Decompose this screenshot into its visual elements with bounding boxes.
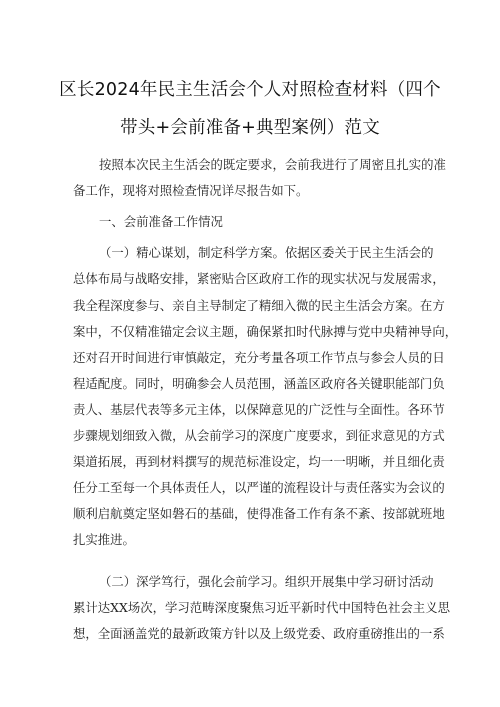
paragraph-1-line-2: 总体布局与战略安排，紧密贴合区政府工作的现实状况与发展需求，: [73, 271, 445, 286]
paragraph-1-line-12: 扎实推进。: [73, 532, 135, 547]
paragraph-1-line-7: 责人、基层代表等多元主体，以保障意见的广泛性与全面性。各环节: [73, 402, 445, 417]
paragraph-1-line-11: 顺利启航奠定坚如磐石的基础，使得准备工作有条不紊、按部就班地: [73, 506, 445, 521]
paragraph-1-line-3: 我全程深度参与、亲自主导制定了精细入微的民主生活会方案。在方: [73, 298, 445, 313]
paragraph-2-line-3: 想，全面涵盖党的最新政策方针以及上级党委、政府重磅推出的一系: [73, 626, 445, 641]
paragraph-2-line-2: 累计达XX场次，学习范畴深度聚焦习近平新时代中国特色社会主义思: [73, 600, 450, 615]
paragraph-1-line-5: 还对召开时间进行审慎敲定，充分考量各项工作节点与参会人员的日: [73, 350, 445, 365]
document-title-line-2: 带头+会前准备+典型案例）范文: [120, 118, 380, 138]
paragraph-intro-line-2: 备工作，现将对照检查情况详尽报告如下。: [73, 183, 309, 198]
paragraph-1-line-9: 渠道拓展，再到材料撰写的规范标准设定，均一一明晰，并且细化责: [73, 454, 445, 469]
paragraph-1-line-6: 程适配度。同时，明确参会人员范围，涵盖区政府各关键职能部门负: [73, 376, 445, 391]
paragraph-1-line-4: 案中，不仅精准锚定会议主题，确保紧扣时代脉搏与党中央精神导向，: [73, 324, 458, 339]
section-heading-1: 一、会前准备工作情况: [99, 214, 223, 229]
paragraph-1-line-8: 步骤规划细致入微，从会前学习的深度广度要求，到征求意见的方式: [73, 428, 445, 443]
paragraph-1-line-1: （一）精心谋划，制定科学方案。依据区委关于民主生活会的: [99, 245, 434, 260]
document-title-line-1: 区长2024年民主生活会个人对照检查材料（四个: [59, 80, 441, 100]
paragraph-intro-line-1: 按照本次民主生活会的既定要求，会前我进行了周密且扎实的准: [99, 157, 446, 172]
paragraph-2-line-1: （二）深学笃行，强化会前学习。组织开展集中学习研讨活动: [99, 574, 434, 589]
paragraph-1-line-10: 任分工至每一个具体责任人，以严谨的流程设计与责任落实为会议的: [73, 480, 445, 495]
